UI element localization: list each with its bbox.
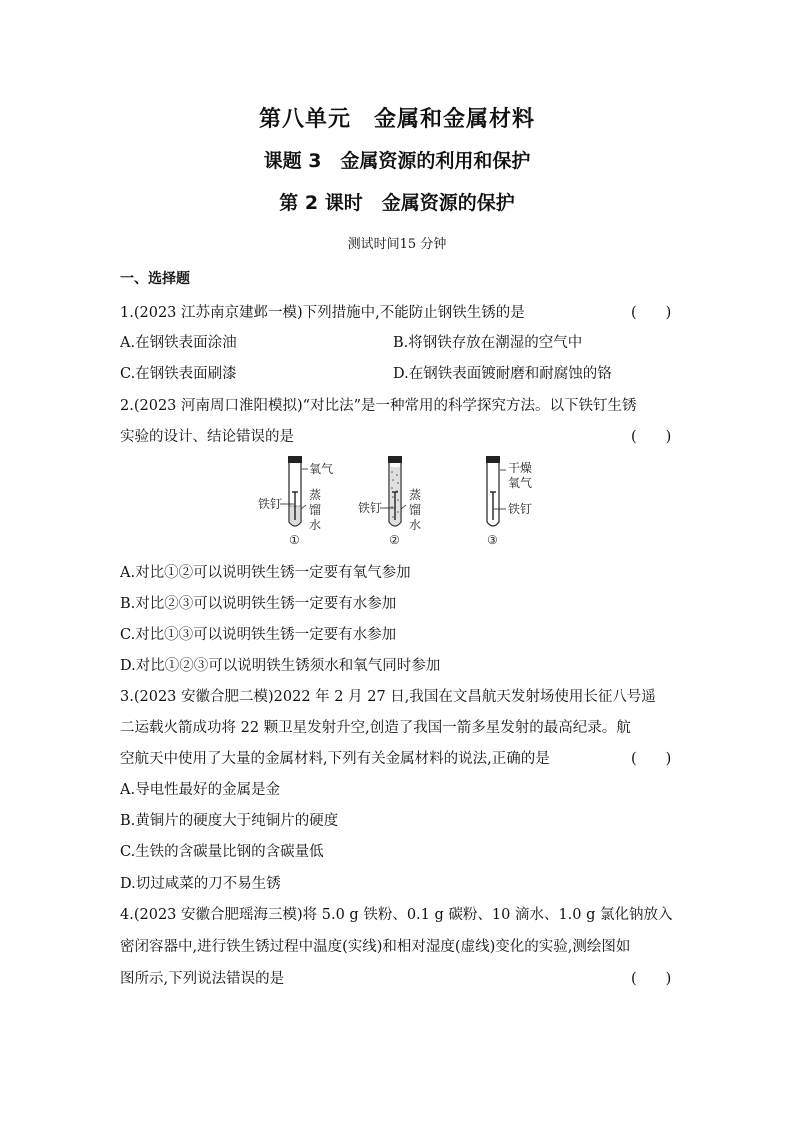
q1-option-b: B.将钢铁存放在潮湿的空气中	[393, 335, 583, 351]
q1-stem: 1.(2023 江苏南京建邺一模)下列措施中,不能防止钢铁生锈的是	[120, 305, 525, 321]
q3-stem-line-1: 3.(2023 安徽合肥二模)2022 年 2 月 27 日,我国在文昌航天发射场使用长征八号遥	[120, 689, 656, 705]
q4-answer-blank: ( )	[631, 971, 672, 987]
tube2-water-label-3: 水	[409, 518, 422, 532]
q3-option-b: B.黄铜片的硬度大于纯铜片的硬度	[120, 813, 339, 829]
q3-answer-blank: ( )	[631, 751, 672, 767]
q3-option-c: C.生铁的含碳量比钢的含碳量低	[120, 844, 324, 860]
q4-stem-line-3: 图所示,下列说法错误的是	[120, 971, 285, 987]
q2-option-d: D.对比①②③可以说明铁生锈须水和氧气同时参加	[120, 658, 441, 674]
tube1-nail-label: 铁钉	[258, 497, 283, 511]
tube1-number: ①	[289, 533, 300, 547]
tube3-nail-label: 铁钉	[508, 502, 533, 516]
section-heading: 一、选择题	[120, 271, 190, 287]
q4-stem-line-2: 密闭容器中,进行铁生锈过程中温度(实线)和相对湿度(虚线)变化的实验,测绘图如	[120, 939, 631, 955]
test-tube-3	[486, 456, 532, 547]
q1-option-c: C.在钢铁表面刷漆	[120, 366, 237, 382]
tube3-gas-label-1: 干燥	[508, 461, 533, 475]
tube1-gas-label: 氧气	[309, 462, 334, 476]
q1-option-a: A.在钢铁表面涂油	[120, 335, 237, 351]
q1-option-d: D.在钢铁表面镀耐磨和耐腐蚀的铬	[393, 366, 612, 382]
q1-answer-blank: ( )	[631, 305, 672, 321]
test-tube-figure	[250, 452, 550, 552]
tube2-nail-label: 铁钉	[358, 501, 383, 515]
test-time: 测试时间15 分钟	[347, 237, 447, 252]
q2-answer-blank: ( )	[631, 429, 672, 445]
tube2-number: ②	[389, 533, 400, 547]
tube3-number: ③	[487, 533, 498, 547]
q3-stem-line-3: 空航天中使用了大量的金属材料,下列有关金属材料的说法,正确的是	[120, 751, 550, 767]
q3-option-a: A.导电性最好的金属是金	[120, 782, 281, 798]
q3-stem-line-2: 二运载火箭成功将 22 颗卫星发射升空,创造了我国一箭多星发射的最高纪录。航	[120, 720, 631, 736]
q2-option-a: A.对比①②可以说明铁生锈一定要有氧气参加	[120, 565, 411, 581]
q2-stem-line-2: 实验的设计、结论错误的是	[120, 429, 294, 445]
test-tube-2	[358, 456, 421, 547]
tube2-water-label-1: 蒸	[409, 488, 422, 502]
q2-option-b: B.对比②③可以说明铁生锈一定要有水参加	[120, 596, 397, 612]
lesson-title: 课题 3 金属资源的利用和保护	[263, 150, 531, 172]
unit-title: 第八单元 金属和金属材料	[258, 107, 535, 132]
q3-option-d: D.切过咸菜的刀不易生锈	[120, 876, 281, 892]
tube2-water-label-2: 馏	[409, 503, 422, 517]
q4-stem-line-1: 4.(2023 安徽合肥瑶海三模)将 5.0 g 铁粉、0.1 g 碳粉、10 滴水、1.0 g 氯化钠放入	[120, 907, 673, 923]
q2-option-c: C.对比①③可以说明铁生锈一定要有水参加	[120, 627, 397, 643]
q2-stem-line-1: 2.(2023 河南周口淮阳模拟)“对比法”是一种常用的科学探究方法。以下铁钉生锈	[120, 398, 637, 414]
tube3-gas-label-2: 氧气	[508, 476, 533, 490]
tube1-water-label-1: 蒸	[309, 488, 322, 502]
period-title: 第 2 课时 金属资源的保护	[279, 192, 515, 214]
tube1-water-label-2: 馏	[309, 503, 322, 517]
test-tube-1	[258, 456, 333, 547]
tube1-water-label-3: 水	[309, 518, 322, 532]
